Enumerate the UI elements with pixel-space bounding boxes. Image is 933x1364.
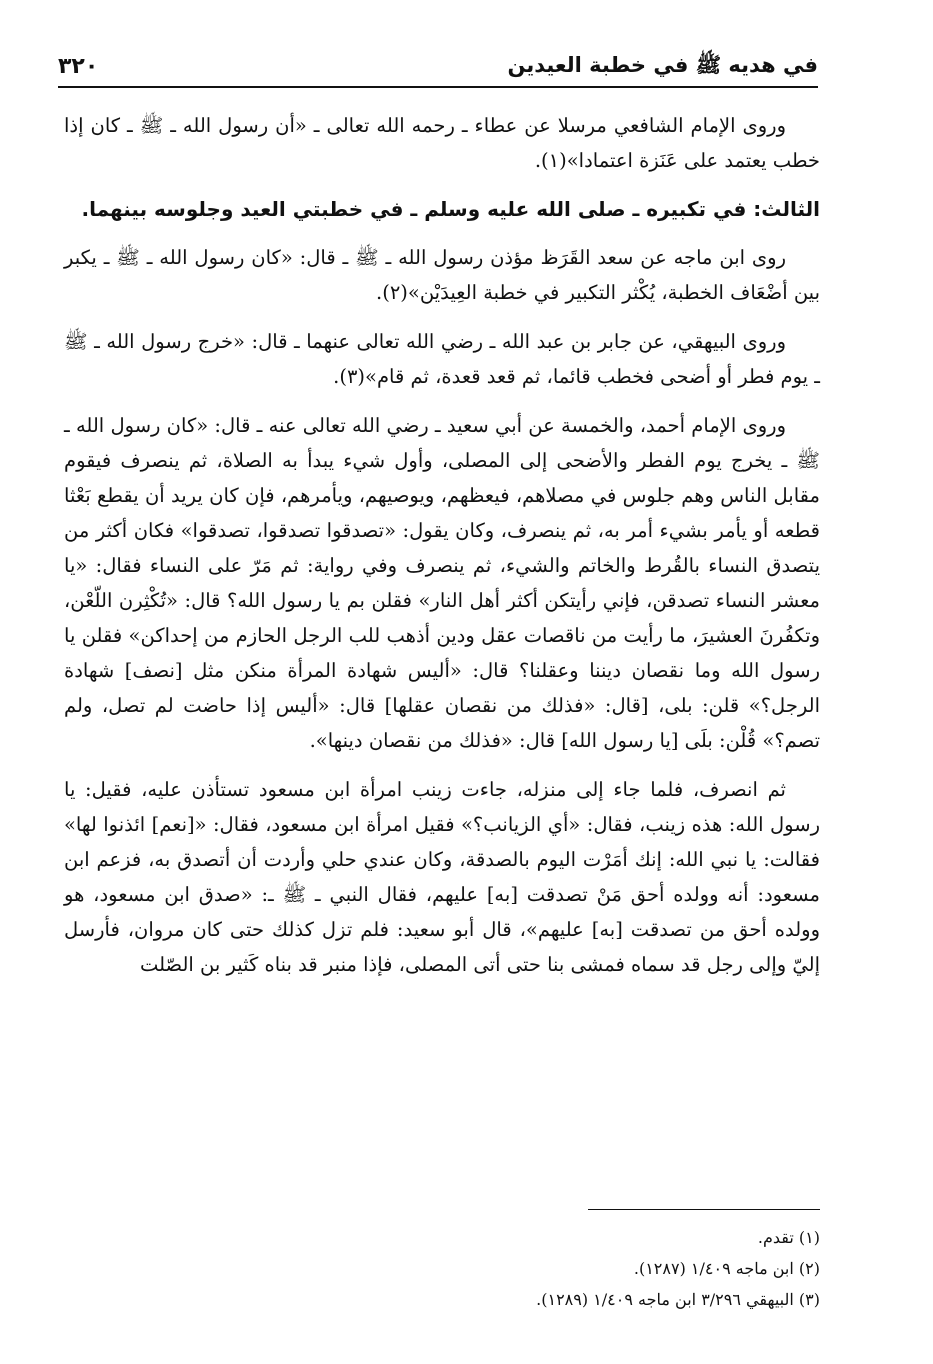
footnote-divider xyxy=(588,1209,820,1210)
footnote: (٣) البيهقي ٣/٢٩٦ ابن ماجه ١/٤٠٩ (١٢٨٩). xyxy=(536,1290,820,1309)
paragraph: روى ابن ماجه عن سعد القَرَظ مؤذن رسول الله ـ ﷺ ـ قال: «كان رسول الله ـ ﷺ ـ يكبر بين أضْعَاف الخطبة، يُكْثر التكبير في خطبة العِيدَيْن»(٢). xyxy=(64,246,820,304)
section-heading: الثالث: في تكبيره ـ صلى الله عليه وسلم ـ في خطبتي العيد وجلوسه بينهما. xyxy=(81,197,820,221)
paragraph: وروى البيهقي، عن جابر بن عبد الله ـ رضي الله تعالى عنهما ـ قال: «خرج رسول الله ـ ﷺ ـ يوم فطر أو أضحى فخطب قائما، ثم قعد قعدة، ثم قام»(٣). xyxy=(64,330,820,388)
footnote: (٢) ابن ماجه ١/٤٠٩ (١٢٨٧). xyxy=(633,1259,820,1278)
footnotes xyxy=(200,1222,820,1315)
paragraph: وروى الإمام الشافعي مرسلا عن عطاء ـ رحمه الله تعالى ـ «أن رسول الله ـ ﷺ ـ كان إذا خطب يعتمد على عَنَزة اعتمادا»(١). xyxy=(64,114,820,172)
body-text xyxy=(64,108,820,996)
footnote: (١) تقدم. xyxy=(757,1228,820,1247)
page-header xyxy=(58,46,818,88)
page-number: ٣٢٠ xyxy=(58,54,99,79)
paragraph: ثم انصرف، فلما جاء إلى منزله، جاءت زينب امرأة ابن مسعود تستأذن عليه، فقيل: يا رسول الله: هذه زينب، فقال: «أي الزيانب؟» فقيل امرأة ابن مسعود، فقال: «[نعم] ائذنوا لها» فقالت: يا نبي الله: إنك أمَرْت اليوم بالصدقة، وكان عندي حلي وأردت أن أتصدق به، فزعم ابن مسعود: أنه وولده أحق مَنْ تصدقت [به] عليهم، فقال النبي ـ ﷺ ـ: «صدق ابن مسعود، هو وولده أحق من تصدقت [به] عليهم»، قال أبو سعيد: فلم تزل كذلك حتى كان مروان، فأرسل إليّ وإلى رجل قد سماه فمشى بنا حتى أتى المصلى، فإذا منبر قد بناه كَثير بن الصّلت xyxy=(64,778,820,976)
paragraph: وروى الإمام أحمد، والخمسة عن أبي سعيد ـ رضي الله تعالى عنه ـ قال: «كان رسول الله ـ ﷺ ـ يخرج يوم الفطر والأضحى إلى المصلى، وأول شيء يبدأ به الصلاة، ثم ينصرف فيقوم مقابل الناس وهم جلوس في مصلاهم، فيعظهم، ويوصيهم، ويأمرهم، فإن كان يريد أن يقطع بَعْثا قطعه أو يأمر بشيء أمر به، ثم ينصرف، وكان يقول: «تصدقوا تصدقوا، تصدقوا» فكان أكثر من يتصدق النساء بالقُرط والخاتم والشيء، ثم ينصرف وفي رواية: ثم مَرّ على النساء فقال: «يا معشر النساء تصدقن، فإني رأيتكن أكثر أهل النار» فقلن بم يا رسول الله؟ قال: «تُكْثِرن اللّعْن، وتكفُرنَ العشيرَ، ما رأيت من ناقصات عقل ودين أذهب للب الرجل الحازم من إحداكن» فقلن يا رسول الله وما نقصان ديننا وعقلنا؟ قال: «أليس شهادة المرأة منكن مثل [نصف] شهادة الرجل؟» قلن: بلى، [قال: «فذلك من نقصان عقلها] قال: «أليس إذا حاضت لم تصل، ولم تصم؟» قُلْن: بلَى [يا رسول الله] قال: «فذلك من نقصان دينها». xyxy=(64,414,820,752)
running-title: في هديه ﷺ في خطبة العيدين xyxy=(507,53,818,77)
